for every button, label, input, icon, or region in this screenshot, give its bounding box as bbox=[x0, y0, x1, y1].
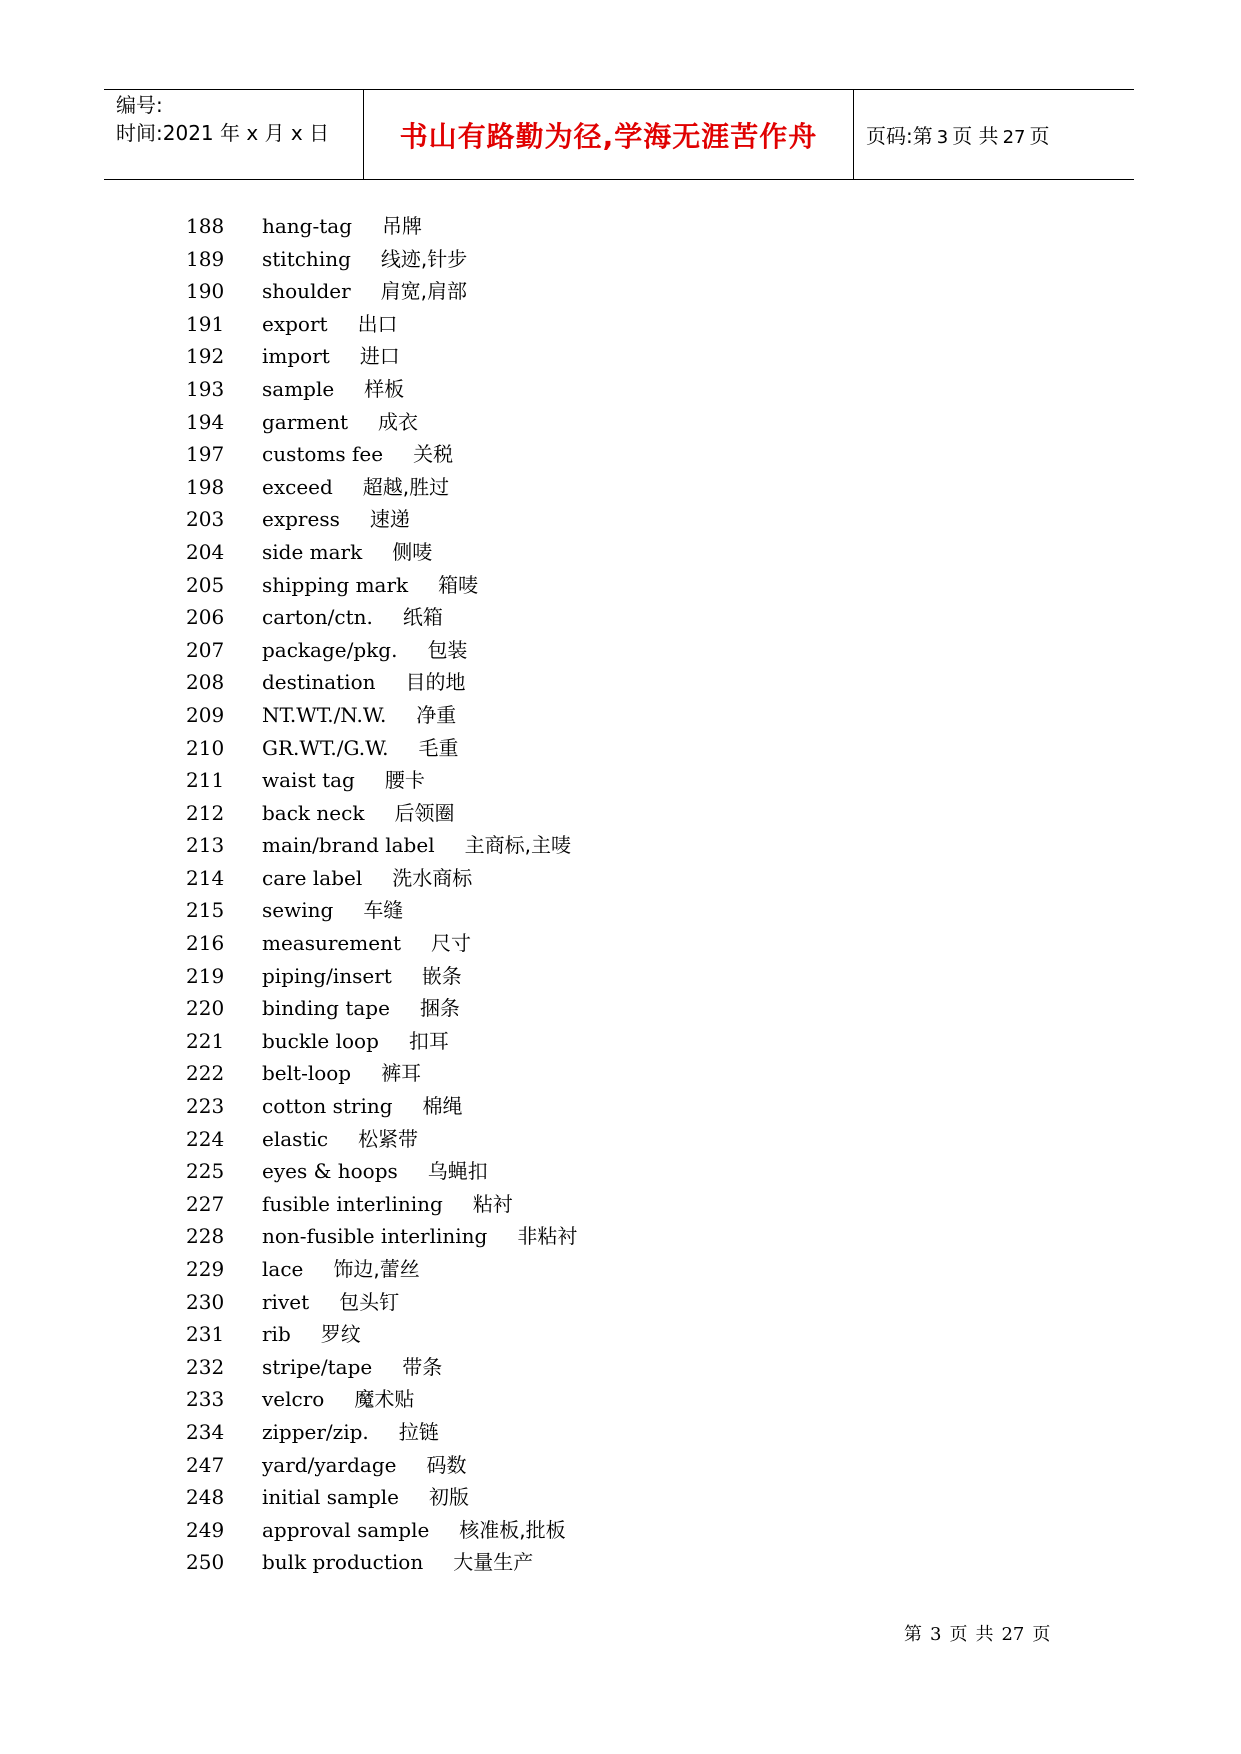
footer-total: 27 bbox=[1001, 1624, 1025, 1645]
entry-english: destination bbox=[262, 670, 376, 695]
motto-text: 书山有路勤为径,学海无涯苦作舟 bbox=[399, 119, 818, 153]
entry-english: stitching bbox=[262, 246, 351, 271]
entry-number: 211 bbox=[186, 768, 225, 793]
entry-number: 250 bbox=[186, 1550, 225, 1575]
entry-number: 193 bbox=[186, 376, 225, 401]
page-mid: 页 共 bbox=[952, 124, 999, 148]
glossary-row bbox=[186, 1318, 886, 1351]
entry-chinese: 后领圈 bbox=[394, 800, 455, 825]
entry-chinese: 速递 bbox=[369, 507, 410, 532]
entry-number: 190 bbox=[186, 279, 225, 304]
glossary-row bbox=[186, 536, 886, 569]
glossary-row bbox=[186, 1351, 886, 1384]
glossary-row bbox=[186, 406, 886, 439]
entry-number: 227 bbox=[186, 1191, 225, 1216]
glossary-row bbox=[186, 1220, 886, 1253]
entry-chinese: 洗水商标 bbox=[392, 865, 473, 890]
entry-chinese: 侧唛 bbox=[392, 539, 433, 564]
glossary-row bbox=[186, 275, 886, 308]
entry-number: 216 bbox=[186, 931, 225, 956]
entry-number: 229 bbox=[186, 1257, 225, 1281]
entry-english: rivet bbox=[262, 1289, 310, 1314]
entry-number: 213 bbox=[186, 833, 225, 858]
header-page-info bbox=[866, 120, 1049, 149]
entry-number: 192 bbox=[186, 344, 225, 369]
entry-number: 232 bbox=[186, 1354, 225, 1379]
glossary-row bbox=[186, 1155, 886, 1188]
document-header bbox=[104, 89, 1134, 180]
entry-english: non-fusible interlining bbox=[262, 1224, 488, 1249]
entry-number: 215 bbox=[186, 898, 225, 923]
entry-number: 197 bbox=[186, 442, 225, 467]
entry-chinese: 初版 bbox=[428, 1485, 469, 1510]
entry-english: yard/yardage bbox=[262, 1452, 397, 1477]
glossary-row bbox=[186, 1416, 886, 1449]
glossary-row bbox=[186, 797, 886, 830]
entry-english: customs fee bbox=[262, 442, 384, 467]
entry-chinese: 捆条 bbox=[419, 996, 460, 1021]
entry-chinese: 裤耳 bbox=[381, 1061, 422, 1086]
glossary-row bbox=[186, 1057, 886, 1090]
page-prefix: 页码:第 bbox=[866, 124, 933, 148]
glossary-row bbox=[186, 1090, 886, 1123]
glossary-row bbox=[186, 243, 886, 276]
entry-number: 198 bbox=[186, 474, 225, 499]
page-total: 27 bbox=[1002, 127, 1026, 148]
header-page-cell bbox=[854, 90, 1134, 179]
entry-chinese: 嵌条 bbox=[421, 963, 462, 988]
entry-number: 191 bbox=[186, 311, 225, 336]
glossary-row bbox=[186, 764, 886, 797]
entry-english: main/brand label bbox=[262, 833, 435, 858]
page-current: 3 bbox=[936, 127, 949, 148]
entry-number: 234 bbox=[186, 1419, 225, 1444]
entry-chinese: 腰卡 bbox=[384, 768, 425, 793]
glossary-row bbox=[186, 666, 886, 699]
entry-number: 203 bbox=[186, 507, 225, 532]
glossary-row bbox=[186, 438, 886, 471]
entry-english: eyes & hoops bbox=[262, 1159, 398, 1184]
entry-english: side mark bbox=[262, 539, 363, 564]
glossary-row bbox=[186, 862, 886, 895]
glossary-row bbox=[186, 1253, 886, 1286]
entry-english: sewing bbox=[262, 898, 334, 923]
entry-english: piping/insert bbox=[262, 963, 392, 988]
entry-number: 225 bbox=[186, 1159, 225, 1184]
entry-chinese: 拉链 bbox=[398, 1419, 439, 1444]
entry-chinese: 带条 bbox=[402, 1354, 443, 1379]
entry-chinese: 线迹,针步 bbox=[380, 246, 468, 271]
date-value: 2021 年 x 月 x 日 bbox=[162, 121, 330, 145]
entry-number: 189 bbox=[186, 246, 225, 271]
glossary-row bbox=[186, 1514, 886, 1547]
entry-chinese: 主商标,主唛 bbox=[464, 833, 571, 858]
glossary-row bbox=[186, 927, 886, 960]
entry-english: garment bbox=[262, 409, 349, 434]
entry-english: waist tag bbox=[262, 768, 355, 793]
entry-english: buckle loop bbox=[262, 1028, 379, 1053]
entry-english: carton/ctn. bbox=[262, 605, 373, 630]
entry-english: shipping mark bbox=[262, 572, 409, 597]
glossary-row bbox=[186, 1546, 886, 1579]
glossary-row bbox=[186, 340, 886, 373]
entry-chinese: 车缝 bbox=[363, 898, 404, 923]
entry-english: lace bbox=[262, 1257, 304, 1281]
glossary-row bbox=[186, 1449, 886, 1482]
glossary-row bbox=[186, 699, 886, 732]
entry-chinese: 关税 bbox=[413, 442, 454, 467]
entry-chinese: 扣耳 bbox=[408, 1028, 449, 1053]
entry-chinese: 净重 bbox=[416, 702, 457, 727]
entry-chinese: 松紧带 bbox=[358, 1126, 419, 1151]
glossary-row bbox=[186, 1025, 886, 1058]
entry-chinese: 目的地 bbox=[405, 670, 466, 695]
glossary-row bbox=[186, 1123, 886, 1156]
entry-number: 219 bbox=[186, 963, 225, 988]
entry-english: fusible interlining bbox=[262, 1191, 443, 1216]
date-label: 时间: bbox=[116, 121, 163, 145]
entry-number: 248 bbox=[186, 1485, 225, 1510]
glossary-row bbox=[186, 373, 886, 406]
entry-chinese: 吊牌 bbox=[382, 214, 423, 238]
entry-chinese: 包装 bbox=[427, 637, 468, 662]
entry-number: 206 bbox=[186, 605, 225, 630]
entry-chinese: 尺寸 bbox=[430, 931, 471, 956]
entry-number: 205 bbox=[186, 572, 225, 597]
entry-chinese: 核准板,批板 bbox=[459, 1517, 566, 1542]
entry-number: 224 bbox=[186, 1126, 225, 1151]
entry-english: express bbox=[262, 507, 340, 532]
entry-english: export bbox=[262, 311, 328, 336]
entry-chinese: 码数 bbox=[426, 1452, 467, 1477]
entry-chinese: 肩宽,肩部 bbox=[380, 279, 468, 304]
entry-number: 210 bbox=[186, 735, 225, 760]
entry-english: care label bbox=[262, 865, 363, 890]
entry-english: NT.WT./N.W. bbox=[262, 702, 387, 727]
header-motto-cell bbox=[364, 90, 854, 179]
entry-chinese: 饰边,蕾丝 bbox=[333, 1257, 420, 1281]
entry-number: 223 bbox=[186, 1094, 225, 1119]
entry-chinese: 非粘衬 bbox=[517, 1224, 578, 1249]
page-footer bbox=[900, 1620, 1054, 1646]
entry-english: binding tape bbox=[262, 996, 390, 1021]
entry-english: hang-tag bbox=[262, 214, 353, 238]
entry-chinese: 箱唛 bbox=[438, 572, 479, 597]
entry-number: 220 bbox=[186, 996, 225, 1021]
entry-english: velcro bbox=[262, 1387, 325, 1412]
entry-number: 204 bbox=[186, 539, 225, 564]
entry-english: import bbox=[262, 344, 330, 369]
glossary-row bbox=[186, 732, 886, 765]
entry-english: zipper/zip. bbox=[262, 1419, 369, 1444]
entry-english: elastic bbox=[262, 1126, 329, 1151]
entry-chinese: 罗纹 bbox=[320, 1322, 361, 1347]
entry-english: initial sample bbox=[262, 1485, 399, 1510]
entry-number: 228 bbox=[186, 1224, 225, 1249]
entry-english: back neck bbox=[262, 800, 365, 825]
entry-number: 249 bbox=[186, 1517, 225, 1542]
entry-english: sample bbox=[262, 376, 335, 401]
entry-chinese: 进口 bbox=[359, 344, 400, 369]
glossary-row bbox=[186, 210, 886, 243]
serial-label: 编号: bbox=[116, 93, 163, 117]
footer-mid2: 共 bbox=[975, 1624, 994, 1645]
entry-chinese: 毛重 bbox=[418, 735, 459, 760]
glossary-row bbox=[186, 1383, 886, 1416]
page-suffix: 页 bbox=[1029, 124, 1050, 148]
footer-mid1: 页 bbox=[949, 1624, 968, 1645]
entry-chinese: 样板 bbox=[364, 376, 405, 401]
entry-number: 233 bbox=[186, 1387, 225, 1412]
footer-prefix: 第 bbox=[904, 1624, 922, 1645]
glossary-row bbox=[186, 829, 886, 862]
entry-chinese: 魔术贴 bbox=[354, 1387, 415, 1412]
glossary-list bbox=[186, 210, 886, 1579]
entry-chinese: 乌蝇扣 bbox=[427, 1159, 488, 1184]
glossary-row bbox=[186, 894, 886, 927]
glossary-row bbox=[186, 1188, 886, 1221]
footer-suffix: 页 bbox=[1032, 1624, 1051, 1645]
glossary-row bbox=[186, 569, 886, 602]
glossary-row bbox=[186, 503, 886, 536]
entry-english: rib bbox=[262, 1322, 291, 1347]
entry-number: 207 bbox=[186, 637, 225, 662]
entry-number: 209 bbox=[186, 702, 225, 727]
date-line bbox=[116, 120, 329, 146]
glossary-row bbox=[186, 1481, 886, 1514]
entry-number: 221 bbox=[186, 1028, 225, 1053]
entry-chinese: 纸箱 bbox=[402, 605, 443, 630]
entry-chinese: 出口 bbox=[357, 311, 398, 336]
glossary-row bbox=[186, 601, 886, 634]
entry-english: bulk production bbox=[262, 1550, 424, 1575]
entry-english: GR.WT./G.W. bbox=[262, 735, 389, 760]
entry-chinese: 成衣 bbox=[378, 409, 419, 434]
entry-english: cotton string bbox=[262, 1094, 393, 1119]
entry-number: 222 bbox=[186, 1061, 225, 1086]
entry-english: stripe/tape bbox=[262, 1354, 373, 1379]
glossary-row bbox=[186, 1286, 886, 1319]
glossary-row bbox=[186, 471, 886, 504]
entry-english: shoulder bbox=[262, 279, 351, 304]
entry-number: 231 bbox=[186, 1322, 225, 1347]
entry-number: 194 bbox=[186, 409, 225, 434]
entry-chinese: 棉绳 bbox=[422, 1094, 463, 1119]
glossary-row bbox=[186, 634, 886, 667]
entry-chinese: 粘衬 bbox=[472, 1191, 513, 1216]
entry-number: 230 bbox=[186, 1289, 225, 1314]
entry-chinese: 包头钉 bbox=[339, 1289, 400, 1314]
entry-number: 208 bbox=[186, 670, 225, 695]
header-meta-cell bbox=[104, 90, 364, 179]
entry-number: 212 bbox=[186, 800, 225, 825]
entry-chinese: 超越,胜过 bbox=[362, 474, 450, 499]
footer-current: 3 bbox=[930, 1624, 942, 1645]
entry-chinese: 大量生产 bbox=[453, 1550, 534, 1575]
entry-english: approval sample bbox=[262, 1517, 430, 1542]
entry-number: 214 bbox=[186, 865, 225, 890]
entry-english: measurement bbox=[262, 931, 401, 956]
glossary-row bbox=[186, 992, 886, 1025]
entry-number: 247 bbox=[186, 1452, 225, 1477]
entry-number: 188 bbox=[186, 214, 225, 238]
glossary-row bbox=[186, 960, 886, 993]
entry-english: exceed bbox=[262, 474, 333, 499]
entry-english: package/pkg. bbox=[262, 637, 398, 662]
glossary-row bbox=[186, 308, 886, 341]
entry-english: belt-loop bbox=[262, 1061, 352, 1086]
